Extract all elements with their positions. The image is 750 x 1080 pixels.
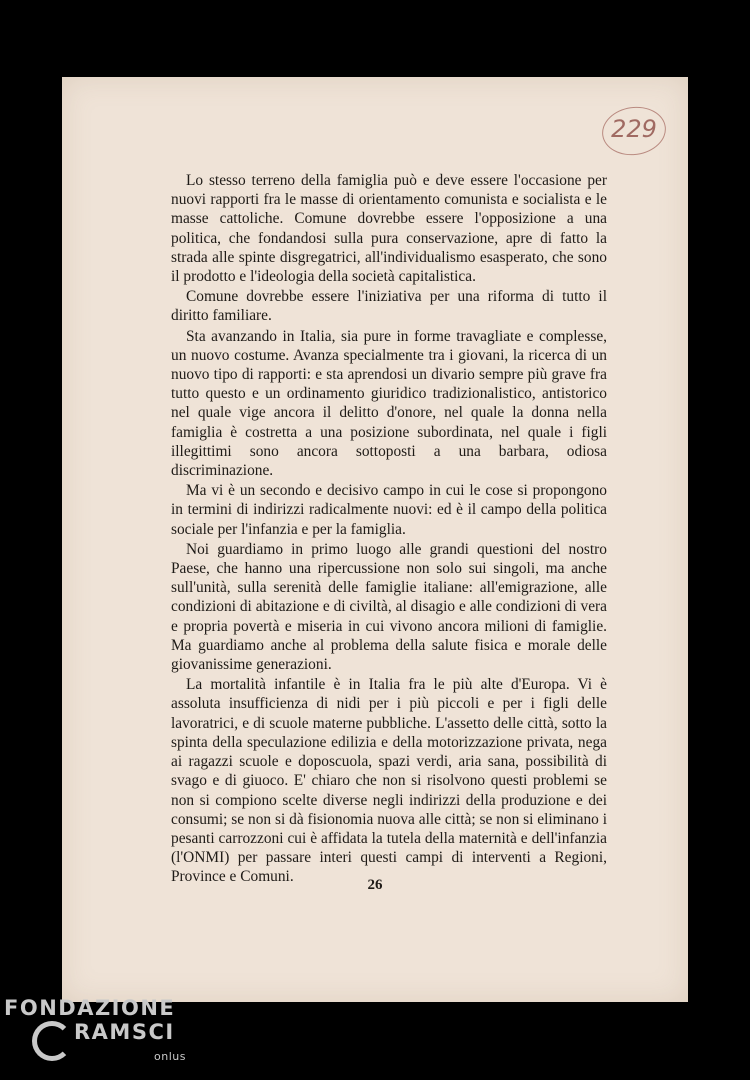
watermark-line-1: FONDAZIONE — [4, 996, 176, 1020]
page-number: 26 — [367, 877, 383, 893]
folio-mark: 229 — [611, 115, 657, 143]
paragraph: La mortalità infantile è in Italia fra le più alte d'Europa. Vi è assoluta insufficienza di nidi per i più piccoli e per i figli delle lavoratrici, e di scuole materne pubbliche. L'assetto delle città, sotto la spinta della speculazione edilizia e della motorizzazione privata, nega ai ragazzi scuole e doposcuola, spazi verdi, aria sana, possibilità di svago e di giuoco. E' chiaro che non si risolvono questi problemi se non si compiono scelte diverse negli indirizzi della produzione e dei consumi; se non si dà fisionomia nuova alle città; se non si eliminano i pesanti carrozzoni cui è affidata la tutela della maternità e dell'infanzia (l'ONMI) per passare interi questi campi di interventi a Regioni, Province e Comuni. — [171, 676, 607, 886]
fondazione-gramsci-watermark — [4, 996, 184, 1076]
paragraph: Sta avanzando in Italia, sia pure in forme travagliate e complesse, un nuovo costume. Avanza specialmente tra i giovani, la ricerca di un nuovo tipo di rapporti: e sta aprendosi un divario sempre più grave fra tutto questo e un ordinamento giuridico tradizionalistico, antistorico nel quale vige ancora il delitto d'onore, nel quale la donna nella famiglia è costretta a una posizione subordinata, nel quale i figli illegittimi sono ancora sottoposti a una barbara, odiosa discriminazione. — [171, 327, 607, 480]
paragraph: Ma vi è un secondo e decisivo campo in cui le cose si propongono in termini di indirizzi radicalmente nuovi: ed è il campo della politica sociale per l'infanzia e per la famiglia. — [171, 482, 607, 538]
watermark-line-2: RAMSCI — [74, 1020, 175, 1044]
paragraph: Lo stesso terreno della famiglia può e deve essere l'occasione per nuovi rapporti fra le masse di orientamento comunista e socialista e le masse cattoliche. Comune dovrebbe essere l'opposizione a una politica, che fondandosi sulla pura conservazione, apre di fatto la strada alle spinte disgregatrici, all'individualismo esasperato, che sono il prodotto e l'ideologia della società capitalistica. — [171, 172, 607, 286]
g-logo-icon — [32, 1021, 72, 1061]
document-page — [62, 77, 688, 1002]
paragraph: Comune dovrebbe essere l'iniziativa per una riforma di tutto il diritto familiare. — [171, 288, 607, 325]
body-text — [171, 171, 607, 887]
watermark-line-3: onlus — [154, 1050, 186, 1063]
paragraph: Noi guardiamo in primo luogo alle grandi questioni del nostro Paese, che hanno una ripercussione non solo sui singoli, ma anche sull'unità, sulla serenità delle famiglie italiane: all'emigrazione, alle condizioni di abitazione e di civiltà, al disagio e alle condizioni di vera e propria povertà e miseria in cui vivono ancora milioni di famiglie. Ma guardiamo anche al problema della salute fisica e morale delle giovanissime generazioni. — [171, 540, 607, 674]
